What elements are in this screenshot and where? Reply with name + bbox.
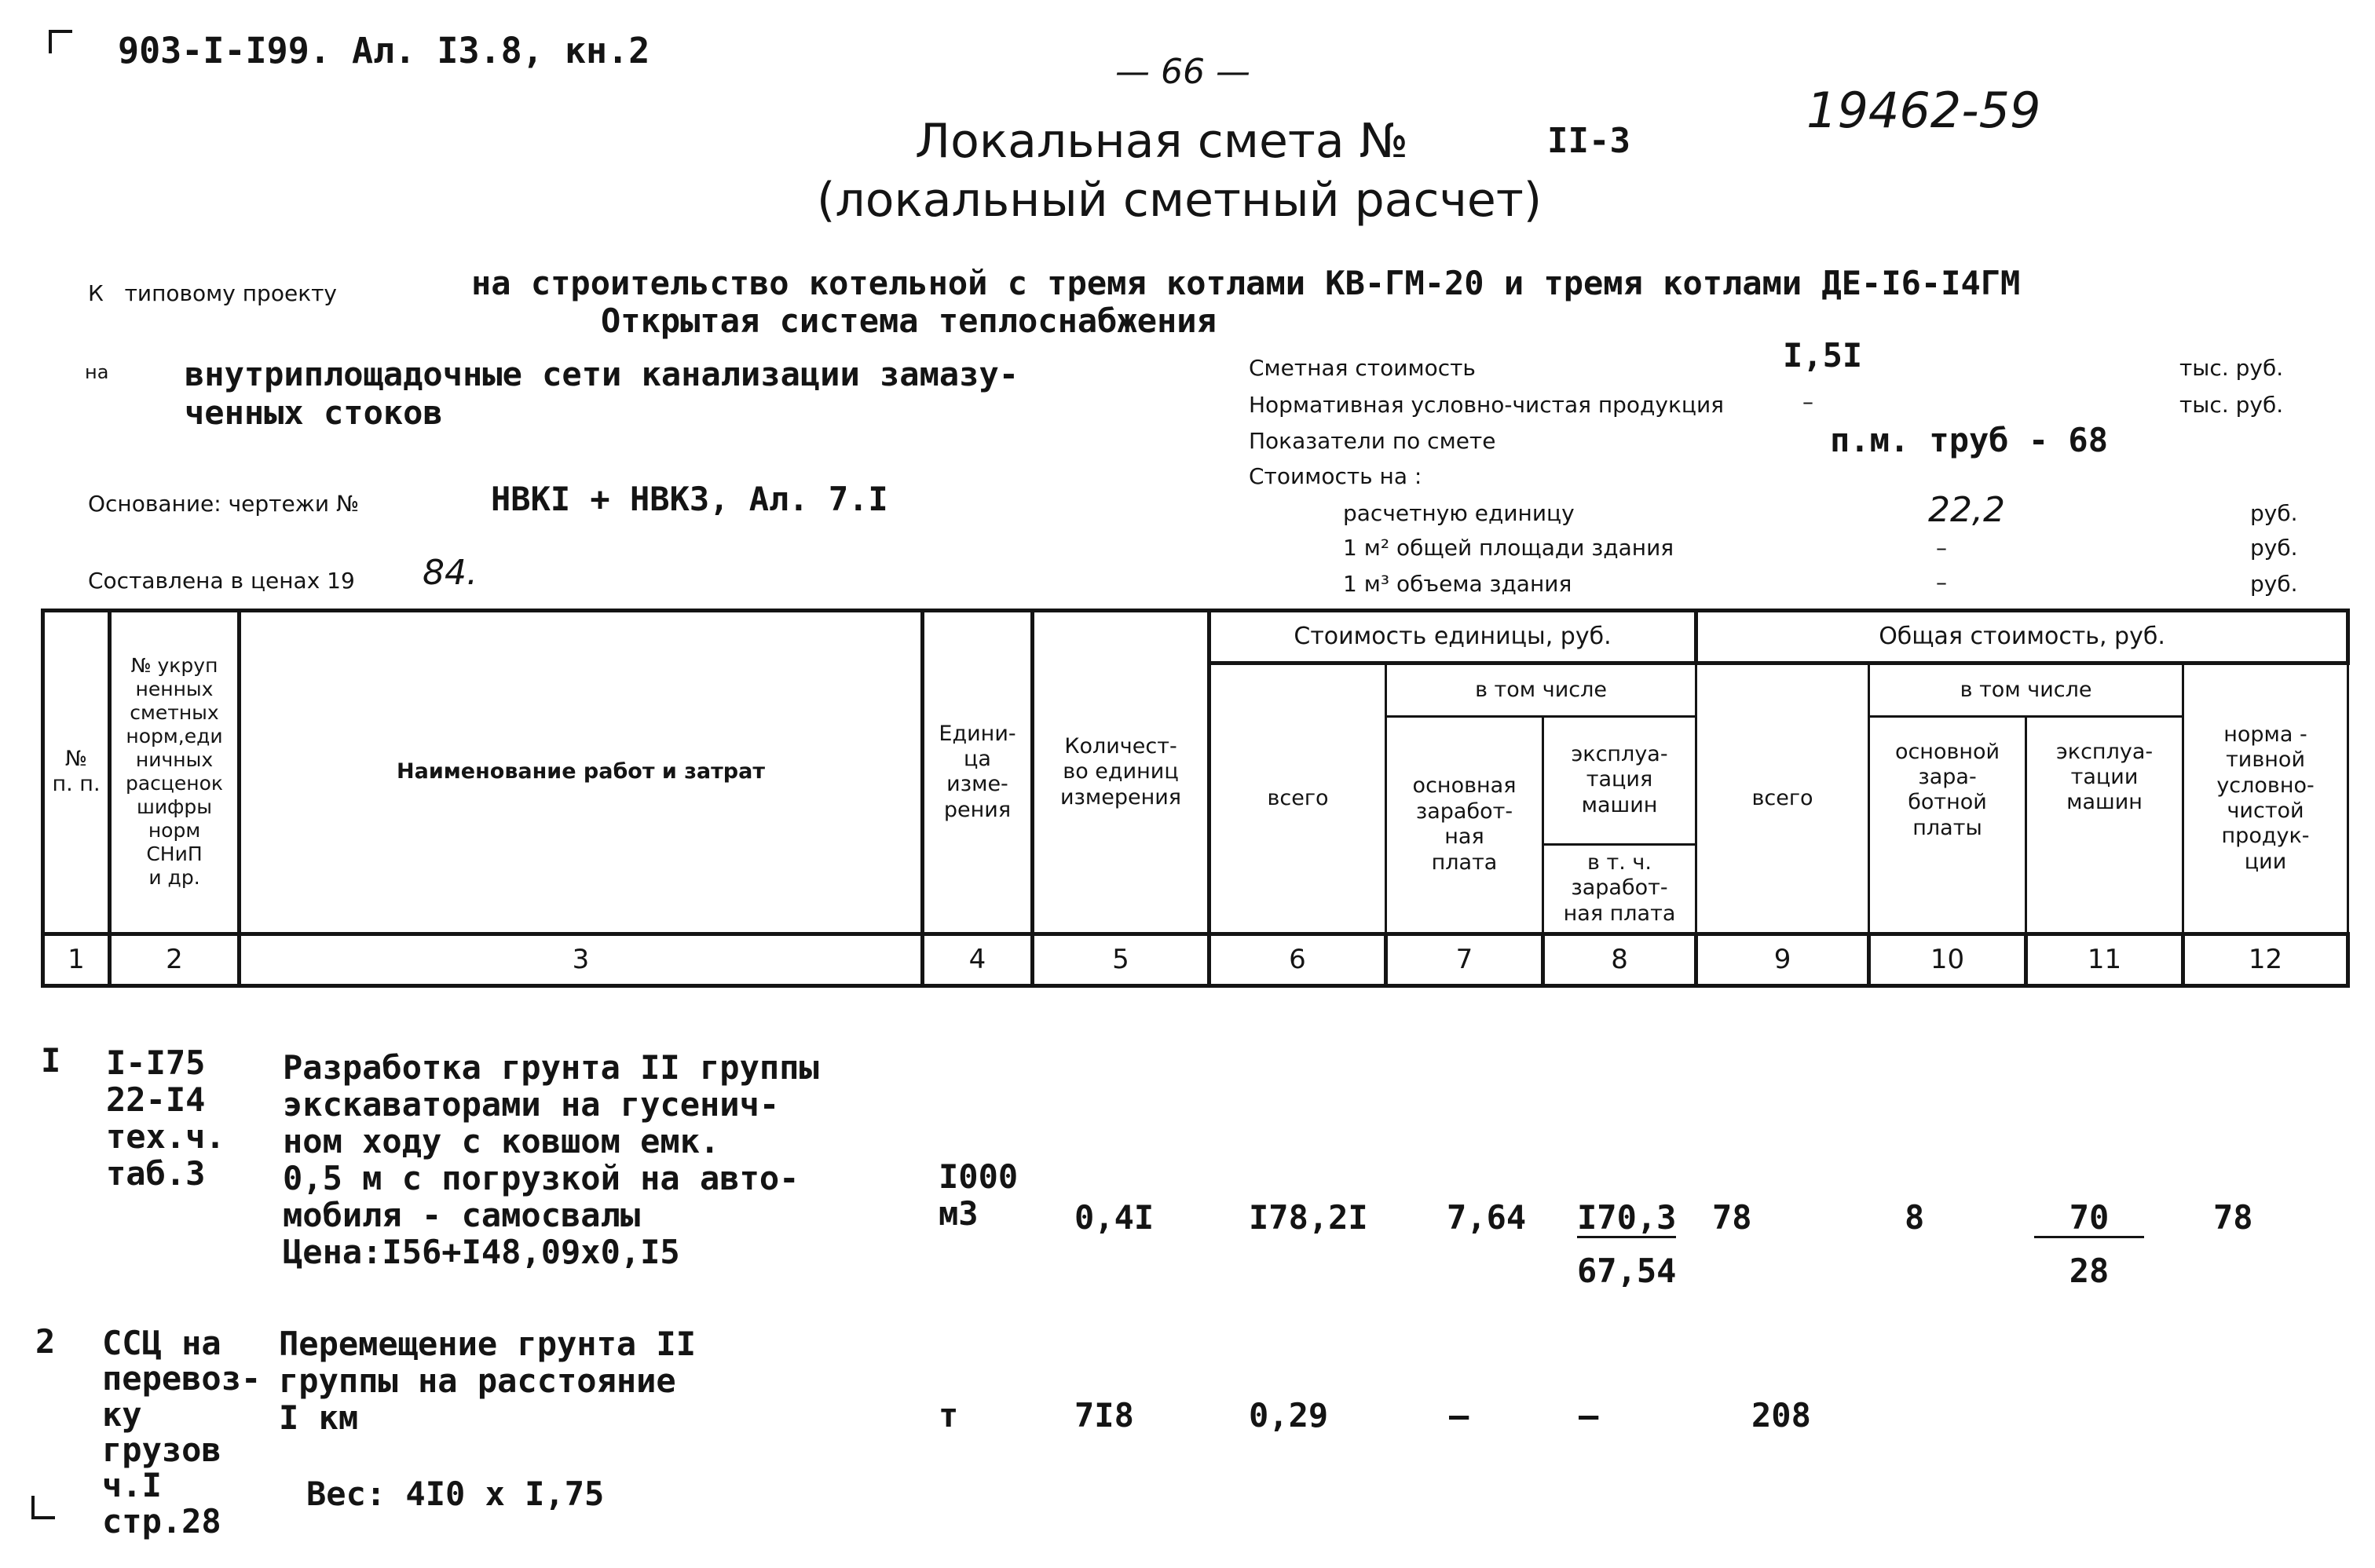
per-area-value: – <box>1936 535 1947 561</box>
project-line-2: Открытая система теплоснабжения <box>601 302 1217 340</box>
basis-value: НВКI + НВК3, Ал. 7.I <box>491 480 888 518</box>
row-number: I <box>41 1041 61 1080</box>
per-unit-unit: руб. <box>2250 500 2298 526</box>
estimate-number: II-3 <box>1547 121 1630 161</box>
unit-incl-label: в том числе <box>1386 663 1696 716</box>
row-name: Разработка грунта II группы экскаваторами на гусенич- ном ходу с ковшом емк. 0,5 м с погрузкой на авто- мобиля - самосвалы Цена:I56+I48,09x0,I5 <box>283 1048 819 1272</box>
row-name-extra: Вес: 4I0 x I,75 <box>306 1475 605 1513</box>
document-code: 903-I-I99. Ал. I3.8, кн.2 <box>118 30 650 71</box>
on-line-2: ченных стоков <box>185 393 443 432</box>
cost-value: I,5I <box>1783 336 1863 375</box>
col-index-9: 9 <box>1696 934 1869 985</box>
row-number: 2 <box>35 1322 56 1361</box>
col-quantity: Количест- во единиц измерения <box>1033 611 1209 934</box>
col-unit-wage: основная заработ- ная плата <box>1386 716 1543 934</box>
per-volume-unit: руб. <box>2250 571 2298 597</box>
row-quantity: 0,4I <box>1074 1198 1155 1237</box>
total-incl-label: в том числе <box>1869 663 2183 716</box>
cost-unit: тыс. руб. <box>2179 355 2284 381</box>
project-line-1: на строительство котельной с тремя котлами КВ-ГМ-20 и тремя котлами ДЕ-I6-I4ГМ <box>471 264 2021 302</box>
col-code: № укруп ненных сметных норм,еди ничных расценок шифры норм СНиП и др. <box>110 611 240 934</box>
row-total-all: 208 <box>1751 1396 1811 1435</box>
per-unit-value: 22,2 <box>1928 490 2005 530</box>
col-index-7: 7 <box>1386 934 1543 985</box>
per-unit-label: расчетную единицу <box>1343 500 1575 526</box>
on-label: на <box>85 361 109 383</box>
per-volume-value: – <box>1936 569 1947 595</box>
col-total-machine: эксплуа- тации машин <box>2026 716 2183 934</box>
row-total-wage: 8 <box>1905 1198 1925 1237</box>
col-index-3: 3 <box>240 934 923 985</box>
page-number: — 66 — <box>1115 52 1250 92</box>
col-index-12: 12 <box>2183 934 2348 985</box>
row-unit-cost-machine-wage: 67,54 <box>1577 1252 1677 1290</box>
group-total-cost: Общая стоимость, руб. <box>1696 611 2348 663</box>
estimate-table-header <box>41 609 2350 988</box>
row-unit-cost-wage: – <box>1449 1396 1469 1435</box>
col-unit-machine-wage: в т. ч. заработ- ная плата <box>1543 844 1696 934</box>
col-unit-all: всего <box>1209 663 1386 934</box>
col-index-8: 8 <box>1543 934 1696 985</box>
col-index-5: 5 <box>1033 934 1209 985</box>
row-unit-cost-wage: 7,64 <box>1447 1198 1527 1237</box>
col-index-2: 2 <box>110 934 240 985</box>
row-total-all: 78 <box>1712 1198 1752 1237</box>
per-area-unit: руб. <box>2250 535 2298 561</box>
per-volume-label: 1 м³ объема здания <box>1343 571 1572 597</box>
row-unit-cost-machine: I70,3 <box>1577 1198 1677 1237</box>
document-title: Локальная смета № <box>915 114 1409 169</box>
indicators-value: п.м. труб - 68 <box>1830 421 2109 459</box>
corner-mark <box>49 30 72 53</box>
col-index-10: 10 <box>1869 934 2026 985</box>
col-name: Наименование работ и затрат <box>240 611 923 934</box>
normative-value: – <box>1802 389 1813 415</box>
row-unit-cost-all: I78,2I <box>1249 1198 1368 1237</box>
col-number: № п. п. <box>43 611 110 934</box>
col-index-1: 1 <box>43 934 110 985</box>
col-index-4: 4 <box>923 934 1033 985</box>
row-total-machine-wage: 28 <box>2069 1252 2110 1290</box>
row-name: Перемещение грунта II группы на расстояние I км <box>279 1325 697 1438</box>
handwritten-number: 19462-59 <box>1806 82 2041 139</box>
row-unit-cost-all: 0,29 <box>1249 1396 1329 1435</box>
prices-label: Составлена в ценах 19 <box>88 568 355 594</box>
row-code: ССЦ на перевоз- ку грузов ч.I стр.28 <box>102 1324 262 1541</box>
col-index-6: 6 <box>1209 934 1386 985</box>
document-subtitle: (локальный сметный расчет) <box>817 173 1542 228</box>
per-area-label: 1 м² общей площади здания <box>1343 535 1674 561</box>
row-total-machine: 70 <box>2034 1201 2144 1238</box>
col-normative: норма - тивной условно- чистой продук- ции <box>2183 663 2348 934</box>
group-unit-cost: Стоимость единицы, руб. <box>1209 611 1696 663</box>
col-total-wage: основной зара- ботной платы <box>1869 716 2026 934</box>
cost-label: Сметная стоимость <box>1249 355 1476 381</box>
corner-mark <box>31 1496 55 1519</box>
cost-per-label: Стоимость на : <box>1249 463 1422 489</box>
normative-unit: тыс. руб. <box>2179 392 2284 418</box>
row-quantity: 7I8 <box>1074 1396 1134 1435</box>
project-label: К типовому проекту <box>88 280 337 306</box>
prices-year: 84. <box>423 553 478 593</box>
basis-label: Основание: чертежи № <box>88 491 360 517</box>
normative-label: Нормативная условно-чистая продукция <box>1249 392 1724 418</box>
col-index-11: 11 <box>2026 934 2183 985</box>
row-normative: 78 <box>2213 1198 2253 1237</box>
col-unit-machine: эксплуа- тация машин <box>1543 716 1696 844</box>
on-line-1: внутриплощадочные сети канализации замазу- <box>185 355 1019 393</box>
indicators-label: Показатели по смете <box>1249 428 1496 454</box>
row-code: I-I75 22-I4 тех.ч. таб.3 <box>106 1044 225 1193</box>
row-unit: т <box>939 1396 959 1435</box>
row-unit-cost-machine: – <box>1579 1396 1599 1435</box>
row-unit: I000 м3 <box>939 1157 1019 1234</box>
col-unit: Едини- ца изме- рения <box>923 611 1033 934</box>
col-total-all: всего <box>1696 663 1869 934</box>
